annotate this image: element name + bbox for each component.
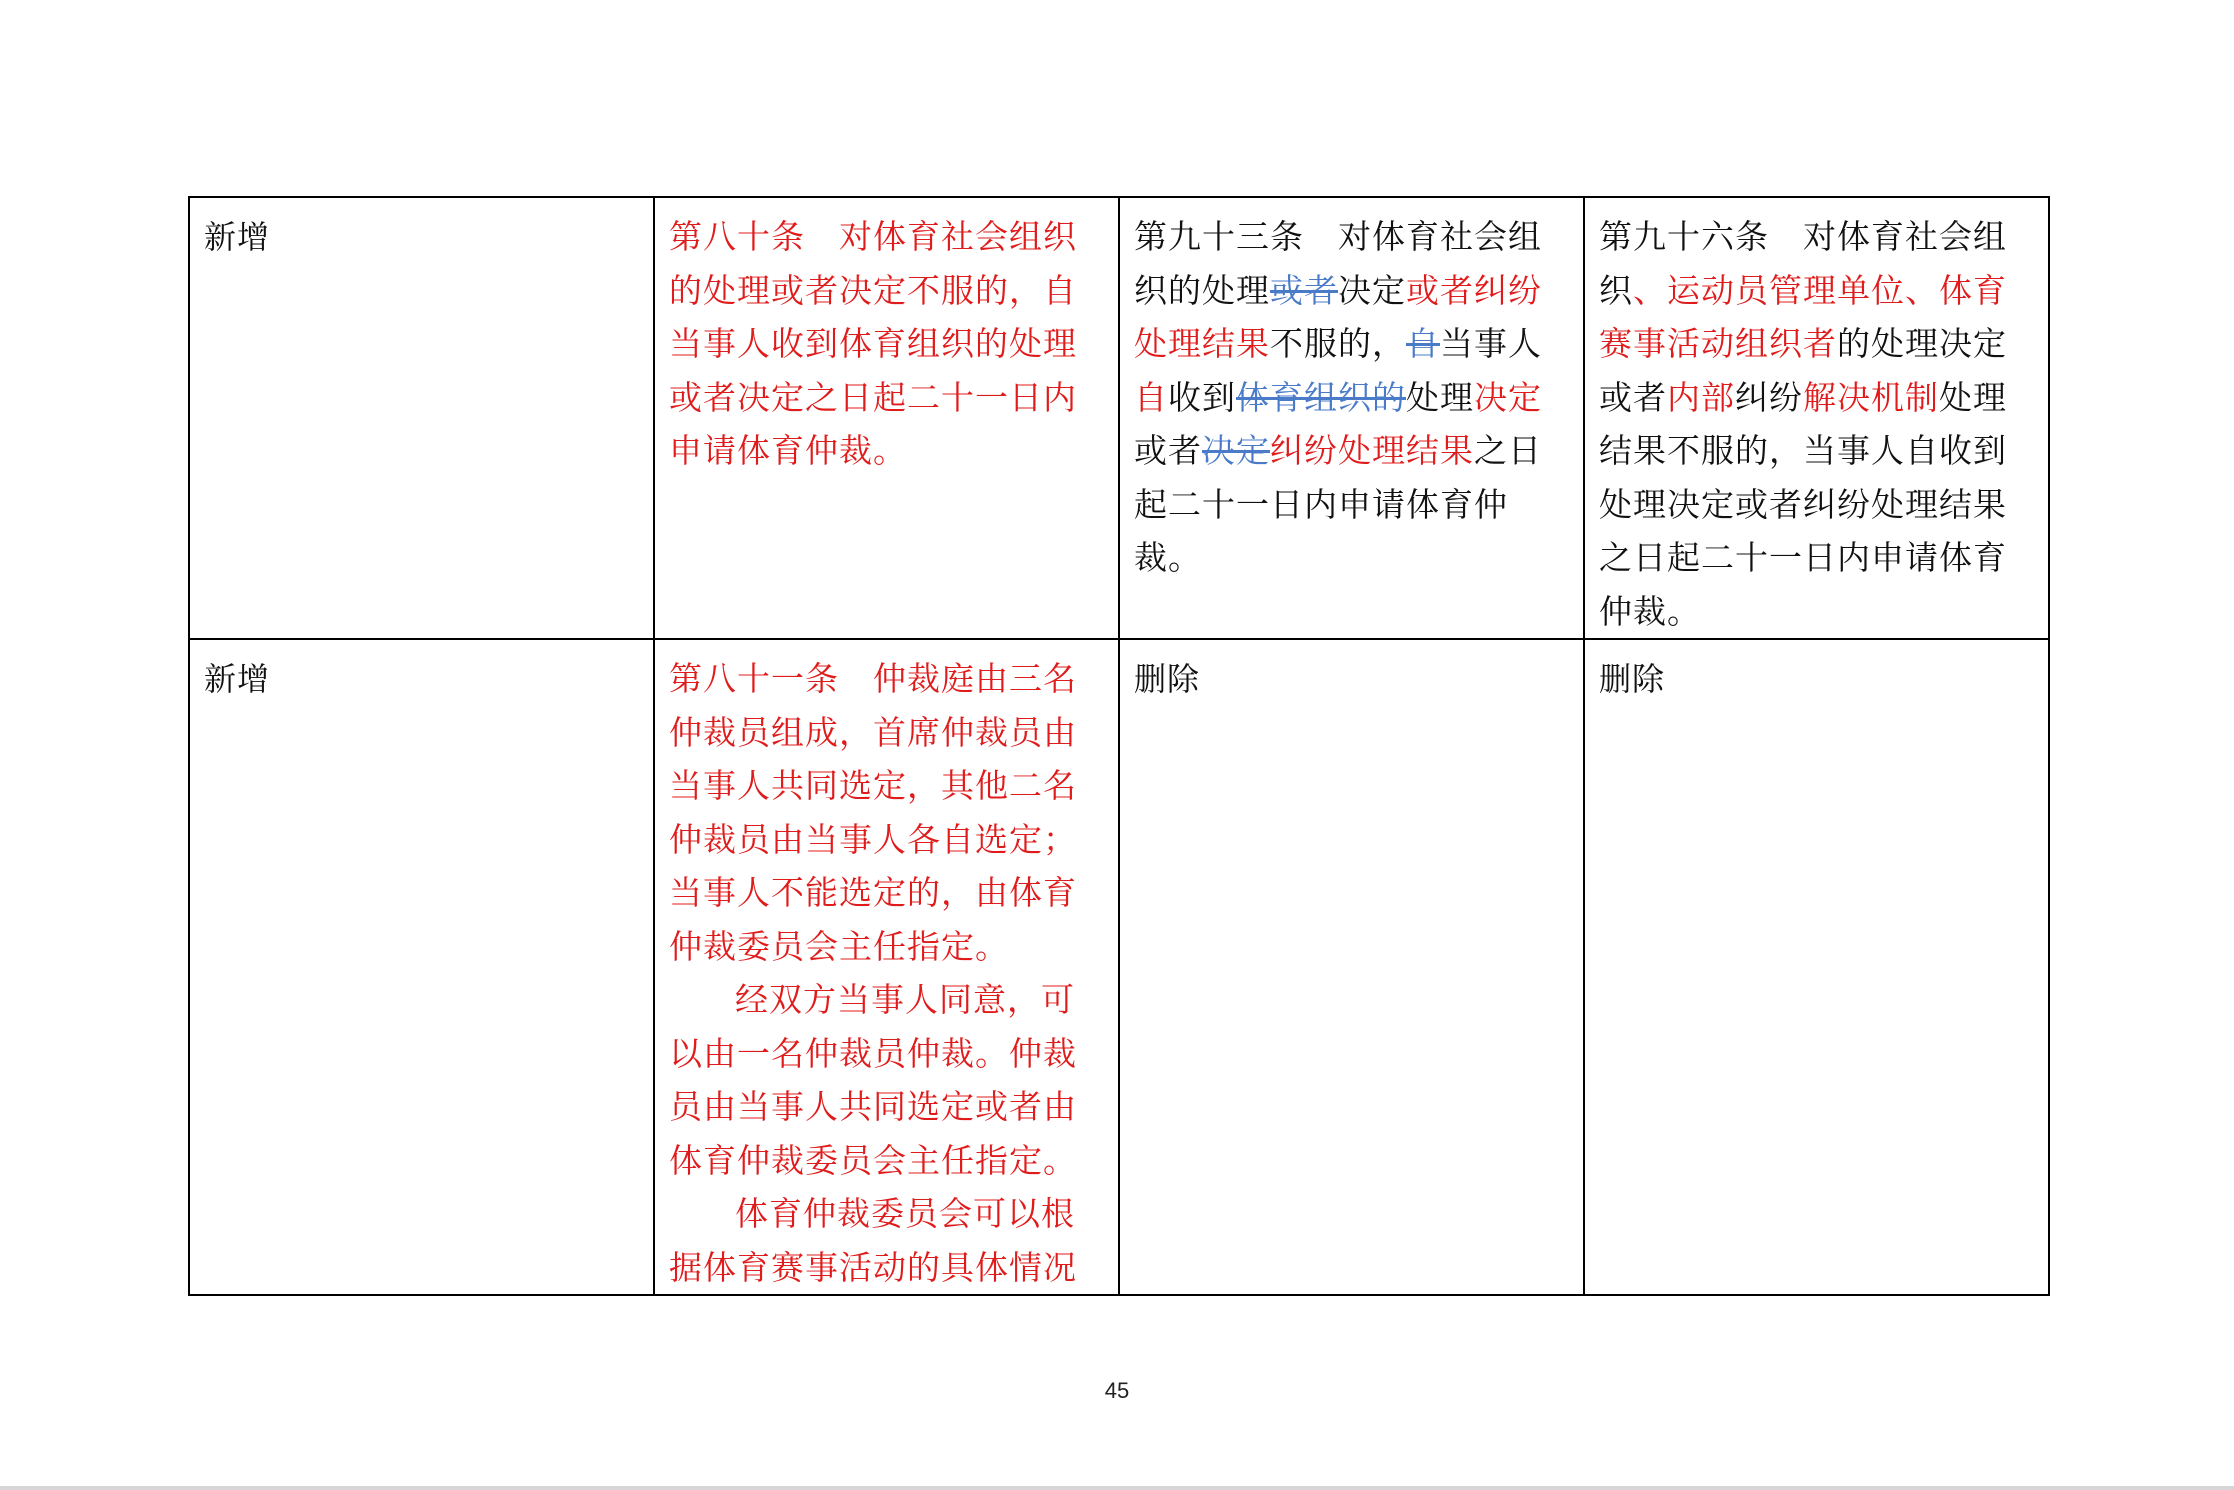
table-cell-final — [1584, 197, 2049, 639]
table-cell-original — [189, 197, 654, 639]
table-cell-draft-1 — [654, 197, 1119, 639]
added-text-run: 决定 — [1474, 377, 1542, 417]
cell-text: 新增 — [204, 218, 271, 256]
added-text-run: 或者纠纷处理结果 — [1134, 270, 1542, 363]
comparison-table — [188, 196, 2050, 1296]
text-run: 不服的， — [1270, 324, 1406, 363]
text-run: 之日起二十一日内申请体育仲裁。 — [1134, 431, 1542, 577]
page-number: 45 — [1104, 1378, 1130, 1403]
text-run: 第九十三条 对体育社会组织的处理 — [1134, 217, 1542, 310]
added-text-run: 纠纷处理结果 — [1270, 431, 1474, 470]
deleted-text-run: 自 — [1406, 324, 1440, 363]
text-run: 的处理决定或者 — [1599, 324, 2007, 417]
added-text-run: 解决机制 — [1803, 377, 1939, 417]
paragraph: 体育仲裁委员会可以根据体育赛事活动的具体情况 — [669, 1194, 1077, 1287]
added-text-run: 内部 — [1667, 377, 1735, 417]
text-run: 处理结果不服的，当事人自收到处理决定或者纠纷处理结果之日起二十一日内申请体育仲裁。 — [1599, 377, 2007, 631]
added-text-run: 、运动员管理单位、体育赛事活动组织者 — [1599, 270, 2007, 363]
table-row — [189, 639, 2049, 1295]
text-run: 收到 — [1168, 377, 1236, 417]
paragraph: 第八十一条 仲裁庭由三名仲裁员组成，首席仲裁员由当事人共同选定，其他二名仲裁员由当事人各自选定；当事人不能选定的，由体育仲裁委员会主任指定。 — [669, 659, 1077, 966]
cell-text: 删除 — [1134, 660, 1201, 698]
table-cell-draft-2 — [1119, 639, 1584, 1295]
deleted-text-run: 决定 — [1202, 431, 1270, 470]
table-cell-final — [1584, 639, 2049, 1295]
table-cell-draft-1 — [654, 639, 1119, 1295]
paragraph: 经双方当事人同意，可以由一名仲裁员仲裁。仲裁员由当事人共同选定或者由体育仲裁委员会主任指定。 — [669, 980, 1077, 1180]
added-text-run: 自 — [1134, 377, 1168, 417]
text-run: 纠纷 — [1735, 377, 1803, 417]
table-cell-draft-2 — [1119, 197, 1584, 639]
text-run: 第九十六条 对体育社会组织 — [1599, 217, 2007, 310]
cell-text: 删除 — [1599, 660, 1666, 698]
text-run: 当事人 — [1440, 324, 1542, 363]
text-run: 处理 — [1406, 377, 1474, 417]
page-bottom-divider — [0, 1486, 2234, 1490]
text-run: 或者 — [1134, 431, 1202, 470]
deleted-text-run: 或者 — [1270, 270, 1338, 310]
table-cell-original — [189, 639, 654, 1295]
table-row — [189, 197, 2049, 639]
cell-text: 第八十条 对体育社会组织的处理或者决定不服的，自当事人收到体育组织的处理或者决定之日起二十一日内申请体育仲裁。 — [669, 217, 1077, 470]
cell-text: 新增 — [204, 660, 271, 698]
text-run: 决定 — [1338, 270, 1406, 310]
deleted-text-run: 体育组织的 — [1236, 377, 1406, 417]
